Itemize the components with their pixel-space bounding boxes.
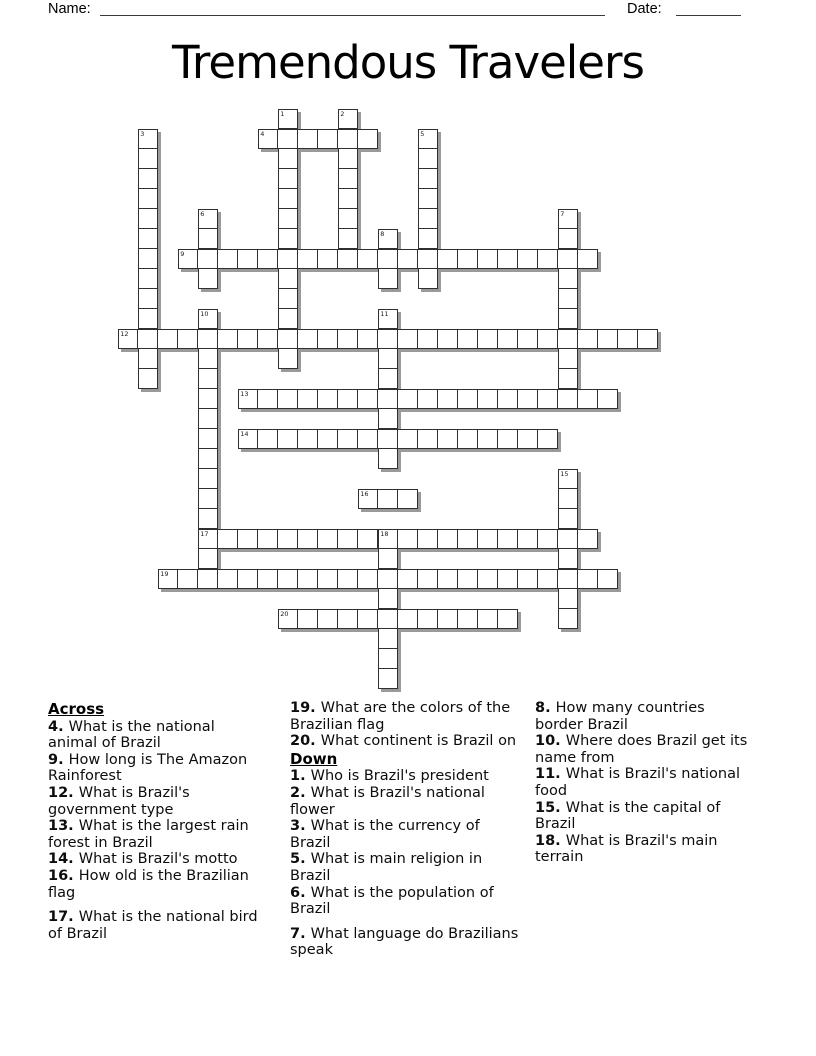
cell-divider — [537, 430, 539, 448]
cell-divider — [559, 228, 577, 230]
cell-divider — [557, 250, 559, 268]
clue-item-18: 18. What is Brazil's main terrain — [535, 832, 718, 866]
cell-divider — [597, 570, 599, 588]
cell-divider — [199, 488, 217, 490]
cell-divider — [199, 388, 217, 390]
cell-divider — [537, 530, 539, 548]
cell-divider — [217, 250, 219, 268]
cell-divider — [237, 530, 239, 548]
cell-divider — [257, 250, 259, 268]
cell-divider — [339, 208, 357, 210]
clue-item-3: 3. What is the currency of Brazil — [290, 818, 480, 851]
clue-item-1: 1. Who is Brazil's president — [290, 768, 489, 785]
cell-divider — [457, 610, 459, 628]
cell-divider — [477, 390, 479, 408]
cell-divider — [337, 610, 339, 628]
cell-divider — [139, 288, 157, 290]
cell-divider — [419, 208, 437, 210]
cell-divider — [557, 390, 559, 408]
clues-down-header: Down — [290, 749, 338, 768]
cell-divider — [277, 570, 279, 588]
cell-divider — [237, 570, 239, 588]
cell-divider — [559, 288, 577, 290]
cell-divider — [199, 228, 217, 230]
cell-divider — [559, 608, 577, 610]
clue-number: 17 — [200, 529, 209, 538]
clue-item-number: 11. — [535, 766, 566, 783]
cell-divider — [537, 330, 539, 348]
clue-item-number: 20. — [290, 733, 321, 750]
cell-divider — [279, 228, 297, 230]
cell-divider — [137, 330, 139, 348]
cell-divider — [557, 570, 559, 588]
cell-divider — [557, 330, 559, 348]
cell-divider — [357, 390, 359, 408]
cell-divider — [279, 308, 297, 310]
clue-number: 2 — [340, 109, 345, 118]
cell-divider — [199, 508, 217, 510]
clue-item-19: 19. What are the colors of the Brazilian flag — [290, 700, 511, 733]
clue-item-number: 5. — [290, 851, 311, 868]
clue-item-number: 17. — [48, 909, 79, 926]
clues-across-header: Across — [48, 700, 105, 718]
cell-divider — [497, 250, 499, 268]
date-label: Date: — [627, 1, 662, 17]
cell-divider — [337, 130, 339, 148]
cell-divider — [177, 570, 179, 588]
cell-divider — [377, 490, 379, 508]
word-15-down[interactable] — [558, 469, 578, 629]
cell-divider — [497, 330, 499, 348]
clue-number: 4 — [260, 129, 265, 138]
clue-item-number: 19. — [290, 700, 321, 716]
cell-divider — [397, 570, 399, 588]
cell-divider — [357, 330, 359, 348]
cell-divider — [517, 530, 519, 548]
cell-divider — [317, 430, 319, 448]
clue-column-2 — [290, 700, 522, 959]
cell-divider — [157, 330, 159, 348]
cell-divider — [377, 610, 379, 628]
clue-item-16: 16. How old is the Brazilian flag — [48, 867, 249, 901]
cell-divider — [277, 430, 279, 448]
cell-divider — [437, 570, 439, 588]
cell-divider — [339, 228, 357, 230]
cell-divider — [199, 428, 217, 430]
cell-divider — [437, 250, 439, 268]
word-9-across[interactable] — [178, 249, 598, 269]
word-7-down[interactable] — [558, 209, 578, 409]
cell-divider — [317, 330, 319, 348]
clue-number: 19 — [160, 569, 169, 578]
cell-divider — [297, 610, 299, 628]
cell-divider — [139, 248, 157, 250]
cell-divider — [517, 330, 519, 348]
clue-column-3 — [535, 700, 753, 866]
word-4-across[interactable] — [258, 129, 378, 149]
clue-item-7: 7. What language do Brazilians speak — [290, 925, 519, 959]
cell-divider — [437, 610, 439, 628]
clue-item-number: 14. — [48, 851, 79, 868]
cell-divider — [457, 250, 459, 268]
cell-divider — [279, 168, 297, 170]
cell-divider — [177, 330, 179, 348]
clue-item-number: 18. — [535, 832, 566, 849]
cell-divider — [417, 610, 419, 628]
cell-divider — [379, 668, 397, 670]
clue-item-13: 13. What is the largest rain forest in Brazil — [48, 818, 249, 851]
cell-divider — [377, 570, 379, 588]
cell-divider — [199, 468, 217, 470]
clue-number: 7 — [560, 209, 565, 218]
clue-item-number: 8. — [535, 700, 556, 716]
clue-number: 16 — [360, 489, 369, 498]
cell-divider — [277, 390, 279, 408]
clue-number: 5 — [420, 129, 425, 138]
cell-divider — [417, 390, 419, 408]
cell-divider — [537, 250, 539, 268]
cell-divider — [237, 250, 239, 268]
cell-divider — [377, 250, 379, 268]
cell-divider — [417, 530, 419, 548]
cell-divider — [577, 250, 579, 268]
clue-item-20: 20. What continent is Brazil on — [290, 733, 517, 750]
clue-item-12: 12. What is Brazil's government type — [48, 784, 190, 818]
clue-number: 12 — [120, 329, 129, 338]
cell-divider — [199, 448, 217, 450]
cell-divider — [397, 250, 399, 268]
cell-divider — [257, 530, 259, 548]
cell-divider — [217, 570, 219, 588]
cell-divider — [417, 250, 419, 268]
clue-number: 6 — [200, 209, 205, 218]
page-title: Tremendous Travelers — [172, 36, 644, 89]
cell-divider — [517, 570, 519, 588]
cell-divider — [517, 390, 519, 408]
cell-divider — [257, 570, 259, 588]
cell-divider — [559, 308, 577, 310]
cell-divider — [139, 188, 157, 190]
clue-item-8: 8. How many countries border Brazil — [535, 700, 705, 733]
cell-divider — [497, 390, 499, 408]
cell-divider — [339, 188, 357, 190]
cell-divider — [437, 430, 439, 448]
cell-divider — [277, 130, 279, 148]
cell-divider — [397, 430, 399, 448]
cell-divider — [379, 548, 397, 550]
cell-divider — [457, 430, 459, 448]
word-19-across[interactable] — [158, 569, 618, 589]
clue-number: 20 — [280, 609, 289, 618]
cell-divider — [537, 570, 539, 588]
cell-divider — [637, 330, 639, 348]
cell-divider — [417, 430, 419, 448]
clue-column-1 — [48, 700, 260, 942]
cell-divider — [297, 330, 299, 348]
cell-divider — [357, 130, 359, 148]
word-13-across[interactable] — [238, 389, 618, 409]
cell-divider — [279, 188, 297, 190]
cell-divider — [417, 330, 419, 348]
clue-item-number: 9. — [48, 751, 69, 768]
clue-item-number: 6. — [290, 884, 311, 901]
cell-divider — [379, 368, 397, 370]
cell-divider — [297, 530, 299, 548]
cell-divider — [477, 610, 479, 628]
cell-divider — [297, 130, 299, 148]
cell-divider — [297, 250, 299, 268]
clue-item-number: 4. — [48, 718, 69, 735]
cell-divider — [357, 570, 359, 588]
cell-divider — [257, 390, 259, 408]
clue-number: 18 — [380, 529, 389, 538]
clue-number: 10 — [200, 309, 209, 318]
cell-divider — [199, 368, 217, 370]
cell-divider — [559, 488, 577, 490]
word-17-across[interactable] — [198, 529, 598, 549]
clue-number: 8 — [380, 229, 385, 238]
cell-divider — [537, 390, 539, 408]
cell-divider — [257, 330, 259, 348]
clue-item-number: 1. — [290, 768, 311, 785]
cell-divider — [517, 430, 519, 448]
date-input-line[interactable] — [676, 1, 741, 16]
cell-divider — [279, 288, 297, 290]
cell-divider — [139, 148, 157, 150]
clue-number: 13 — [240, 389, 249, 398]
cell-divider — [597, 330, 599, 348]
cell-divider — [477, 250, 479, 268]
clue-item-4: 4. What is the national animal of Brazil — [48, 718, 215, 752]
cell-divider — [317, 570, 319, 588]
clue-number: 15 — [560, 469, 569, 478]
cell-divider — [419, 168, 437, 170]
clue-item-15: 15. What is the capital of Brazil — [535, 799, 721, 833]
cell-divider — [197, 330, 199, 348]
cell-divider — [339, 168, 357, 170]
clue-number: 14 — [240, 429, 249, 438]
clue-item-6: 6. What is the population of Brazil — [290, 884, 494, 918]
cell-divider — [437, 390, 439, 408]
cell-divider — [577, 330, 579, 348]
cell-divider — [337, 250, 339, 268]
clue-item-number: 15. — [535, 799, 566, 816]
cell-divider — [417, 570, 419, 588]
clue-item-14: 14. What is Brazil's motto — [48, 851, 238, 868]
cell-divider — [397, 490, 399, 508]
crossword-grid[interactable] — [118, 109, 658, 689]
cell-divider — [217, 530, 219, 548]
cell-divider — [617, 330, 619, 348]
cell-divider — [357, 250, 359, 268]
cell-divider — [397, 330, 399, 348]
clue-item-5: 5. What is main religion in Brazil — [290, 851, 483, 884]
cell-divider — [597, 390, 599, 408]
cell-divider — [297, 570, 299, 588]
clue-item-number: 10. — [535, 733, 566, 750]
cell-divider — [337, 390, 339, 408]
cell-divider — [197, 570, 199, 588]
cell-divider — [457, 570, 459, 588]
clue-item-10: 10. Where does Brazil get its name from — [535, 733, 748, 766]
clue-item-2: 2. What is Brazil's national flower — [290, 784, 485, 818]
cell-divider — [337, 330, 339, 348]
cell-divider — [497, 430, 499, 448]
cell-divider — [357, 610, 359, 628]
cell-divider — [457, 530, 459, 548]
cell-divider — [357, 530, 359, 548]
cell-divider — [317, 250, 319, 268]
cell-divider — [477, 530, 479, 548]
clue-item-17: 17. What is the national bird of Brazil — [48, 909, 258, 942]
cell-divider — [477, 430, 479, 448]
cell-divider — [497, 530, 499, 548]
cell-divider — [139, 368, 157, 370]
cell-divider — [139, 228, 157, 230]
clue-number: 11 — [380, 309, 389, 318]
cell-divider — [377, 430, 379, 448]
clue-number: 3 — [140, 129, 145, 138]
cell-divider — [557, 530, 559, 548]
word-14-across[interactable] — [238, 429, 558, 449]
cell-divider — [577, 530, 579, 548]
cell-divider — [337, 530, 339, 548]
cell-divider — [139, 208, 157, 210]
word-3-down[interactable] — [138, 129, 158, 389]
cell-divider — [497, 610, 499, 628]
clue-item-11: 11. What is Brazil's national food — [535, 766, 741, 799]
clue-item-number: 2. — [290, 784, 311, 801]
cell-divider — [139, 168, 157, 170]
cell-divider — [477, 330, 479, 348]
cell-divider — [559, 368, 577, 370]
cell-divider — [197, 250, 199, 268]
name-input-line[interactable] — [100, 1, 605, 16]
cell-divider — [577, 390, 579, 408]
cell-divider — [297, 390, 299, 408]
cell-divider — [277, 250, 279, 268]
cell-divider — [337, 430, 339, 448]
clue-item-9: 9. How long is The Amazon Rainforest — [48, 751, 248, 785]
cell-divider — [317, 610, 319, 628]
clue-item-number: 7. — [290, 925, 311, 942]
cell-divider — [277, 330, 279, 348]
cell-divider — [419, 228, 437, 230]
cell-divider — [199, 408, 217, 410]
clue-item-number: 16. — [48, 867, 79, 884]
cell-divider — [317, 530, 319, 548]
cell-divider — [559, 508, 577, 510]
cell-divider — [237, 330, 239, 348]
cell-divider — [217, 330, 219, 348]
clue-number: 1 — [280, 109, 285, 118]
clue-item-number: 3. — [290, 818, 311, 835]
word-20-across[interactable] — [278, 609, 518, 629]
cell-divider — [419, 188, 437, 190]
cell-divider — [517, 250, 519, 268]
cell-divider — [419, 148, 437, 150]
cell-divider — [397, 390, 399, 408]
cell-divider — [279, 208, 297, 210]
cell-divider — [357, 430, 359, 448]
cell-divider — [257, 430, 259, 448]
cell-divider — [497, 570, 499, 588]
cell-divider — [457, 390, 459, 408]
cell-divider — [377, 390, 379, 408]
cell-divider — [477, 570, 479, 588]
cell-divider — [437, 330, 439, 348]
cell-divider — [379, 648, 397, 650]
cell-divider — [317, 390, 319, 408]
cell-divider — [139, 268, 157, 270]
cell-divider — [437, 530, 439, 548]
cell-divider — [277, 530, 279, 548]
name-label: Name: — [48, 1, 91, 17]
cell-divider — [577, 570, 579, 588]
clue-item-number: 12. — [48, 784, 79, 801]
cell-divider — [337, 570, 339, 588]
word-12-across[interactable] — [118, 329, 658, 349]
cell-divider — [377, 330, 379, 348]
cell-divider — [297, 430, 299, 448]
clue-item-number: 13. — [48, 818, 79, 835]
cell-divider — [317, 130, 319, 148]
clue-number: 9 — [180, 249, 185, 258]
cell-divider — [397, 610, 399, 628]
cell-divider — [457, 330, 459, 348]
cell-divider — [139, 308, 157, 310]
